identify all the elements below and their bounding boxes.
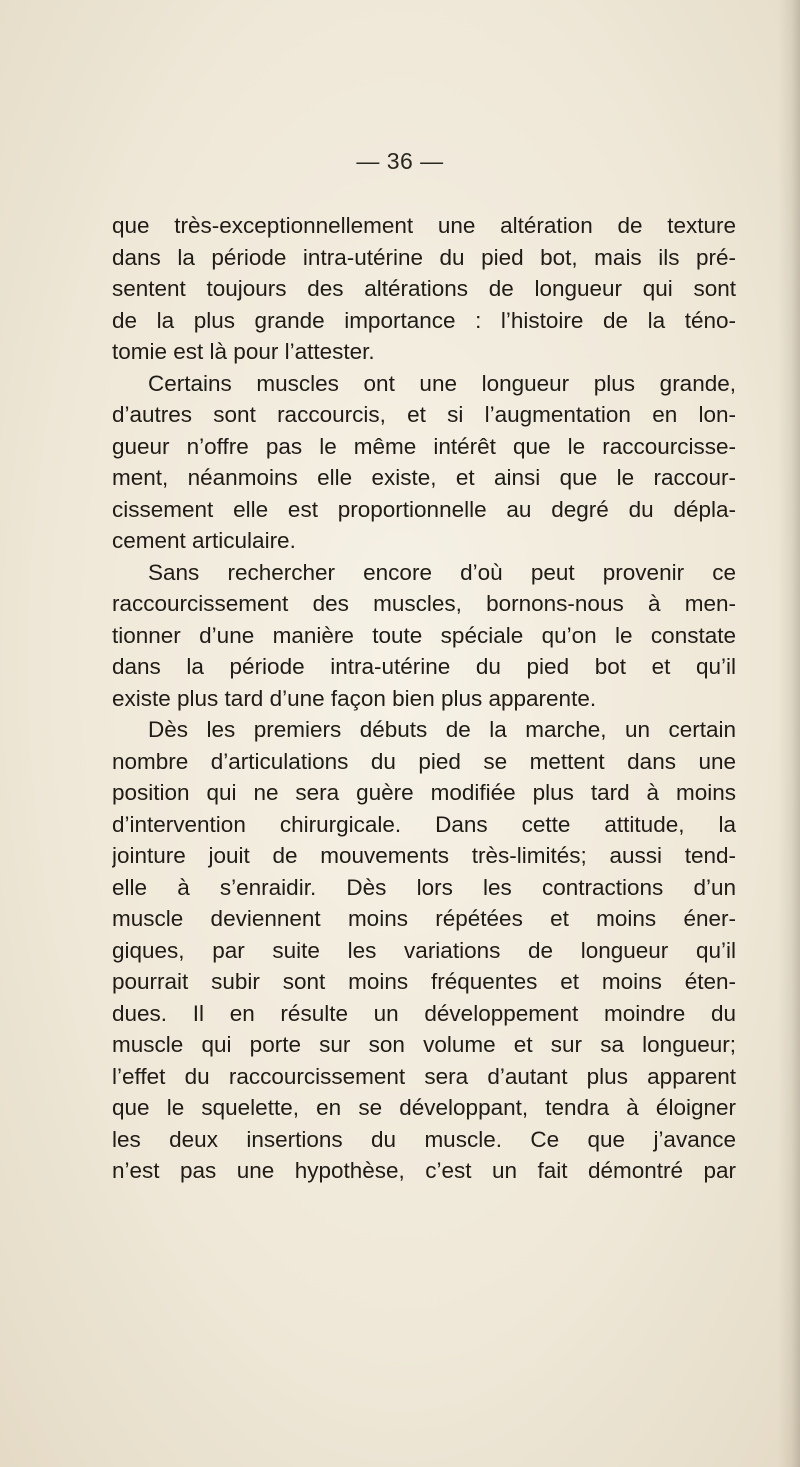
text-line: Certains muscles ont une longueur plus grande, — [148, 370, 736, 396]
text-line: n’est pas une hypothèse, c’est un fait démontré par — [112, 1158, 736, 1183]
text-line: giques, par suite les variations de longueur qu’il — [112, 937, 736, 963]
text-line: l’effet du raccourcissement sera d’autant plus apparent — [112, 1063, 736, 1089]
text-line: pourrait subir sont moins fréquentes et moins éten- — [112, 969, 736, 994]
text-line: jointure jouit de mouvements très-limités; aussi tend- — [112, 843, 736, 868]
text-line: nombre d’articulations du pied se mettent dans une — [112, 748, 736, 774]
text-line: position qui ne sera guère modifiée plus tard à moins — [112, 780, 736, 805]
text-line: Sans rechercher encore d’où peut provenir ce — [148, 559, 736, 585]
text-line: sentent toujours des altérations de longueur qui sont — [112, 276, 736, 301]
text-line: dans la période intra-utérine du pied bot, mais ils pré- — [112, 244, 736, 270]
text-line: que le squelette, en se développant, tendra à éloigner — [112, 1095, 736, 1120]
text-line: muscle qui porte sur son volume et sur sa longueur; — [112, 1032, 736, 1057]
text-line: dues. Il en résulte un développement moindre du — [112, 1000, 736, 1026]
text-line: de la plus grande importance : l’histoire de la téno- — [112, 307, 736, 333]
text-line: tionner d’une manière toute spéciale qu’on le constate — [112, 622, 736, 648]
text-line: elle à s’enraidir. Dès lors les contractions d’un — [112, 874, 736, 900]
text-line: muscle deviennent moins répétées et moins éner- — [112, 906, 736, 931]
text-line: ment, néanmoins elle existe, et ainsi que le raccour- — [112, 465, 736, 490]
text-line: tomie est là pour l’attester. — [112, 339, 375, 364]
text-line: cissement elle est proportionnelle au degré du dépla- — [112, 496, 736, 522]
body-text — [112, 210, 736, 1187]
text-line: dans la période intra-utérine du pied bot et qu’il — [112, 654, 736, 679]
text-line: d’autres sont raccourcis, et si l’augmentation en lon- — [112, 402, 736, 427]
text-line: les deux insertions du muscle. Ce que j’avance — [112, 1126, 736, 1152]
page-edge-shadow — [778, 0, 800, 1467]
text-line: gueur n’offre pas le même intérêt que le raccourcisse- — [112, 433, 736, 459]
text-line: Dès les premiers débuts de la marche, un certain — [148, 717, 736, 742]
text-line: cement articulaire. — [112, 528, 296, 553]
text-line: raccourcissement des muscles, bornons-nous à men- — [112, 591, 736, 616]
text-line: d’intervention chirurgicale. Dans cette attitude, la — [112, 811, 736, 837]
page-number: — 36 — — [356, 148, 444, 174]
text-line: que très-exceptionnellement une altération de texture — [112, 213, 736, 238]
text-line: existe plus tard d’une façon bien plus apparente. — [112, 685, 597, 711]
